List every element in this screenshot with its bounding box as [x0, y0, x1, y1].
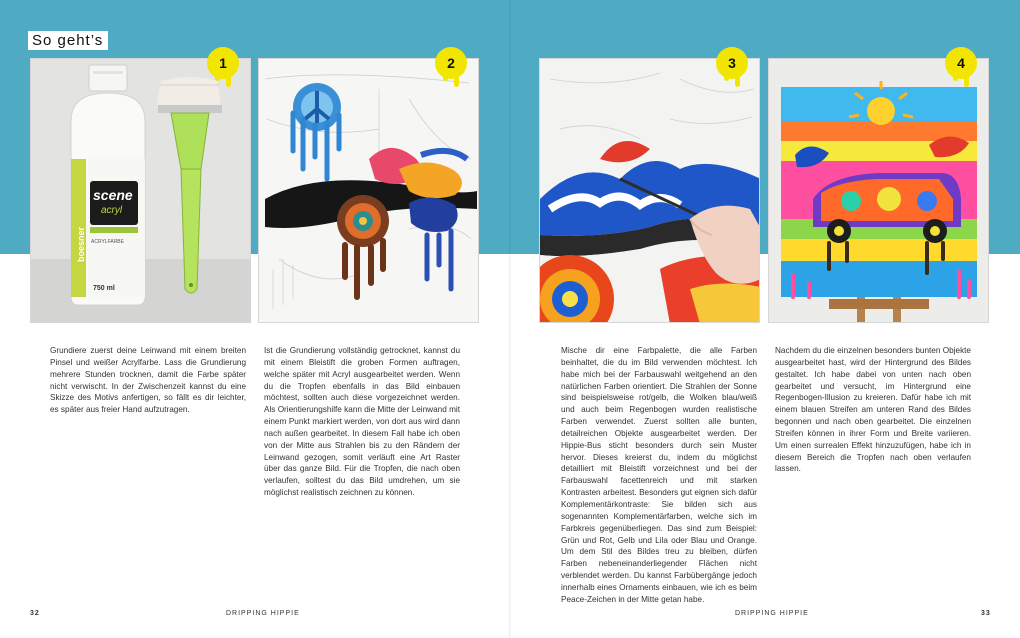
step-4-text: Nachdem du die einzelnen besonders bunten Objekte ausgearbeitet hast, wird der Hintergrund des Bildes gestaltet. Ich habe dabei von unten nach oben gearbeitet und versucht, im Hintergrund eine Regenbogen-Illusion zu kreieren. Dafür habe ich mit einem blauen Streifen am unteren Rand des Bildes begonnen und nach oben gearbeitet. Die einzelnen Streifen können in ihrer Form und Breite variieren. Um einen surrealen Effekt hinzuzufügen, habe ich in diesem Bereich die Tropfen nach oben verlaufen lassen.: [775, 346, 971, 474]
running-head-left: DRIPPING HIPPIE: [226, 610, 300, 617]
drip-decoration: [215, 71, 220, 81]
step-number: 4: [957, 55, 965, 71]
step-badge-3: [716, 47, 748, 79]
page-number-left: 32: [30, 610, 40, 617]
drip-decoration: [724, 71, 729, 81]
step-3-text: Mische dir eine Farbpalette, die alle Farben beinhaltet, die du im Bild verwenden möchtest. Ich habe mich bei der Farbauswahl weitgehend an den natürlichen Farben orientiert. Die Strahlen der Sonne sind beispielsweise rot/gelb, die Wolken blau/weiß und auch beim Regenbogen wurden realistische Farben verwendet. Zuerst sollten alle bunten, detailreichen Objekte ausgearbeitet werden. Der Hippie-Bus sticht besonders durch sein Muster hervor. Dieses kreierst du, indem du möglichst detailliert mit Bleistift vorzeichnest und bei der Farbauswahl facettenreich und mit starken Kontrasten arbeitest. Besonders gut eignen sich dafür Komplementärkontraste: Sie bilden sich aus sogenannten Komplementärfarben, welche sich im Farbkreis gegenüberliegen. Das sind zum Beispiel: Grün und Rot, Gelb und Lila oder Blau und Orange. Um dem Stil des Bildes treu zu bleiben, dürfen Farben nebeneinanderliegender Flächen nicht verblendet werden. Du kannst Farbübergänge jedoch innerhalb eines Ornaments einbauen, wie ich es beim Peace-Zeichen in der Mitte getan habe.: [561, 346, 757, 604]
step-badge-1: [207, 47, 239, 79]
bottle-subbrand: acryl: [101, 205, 123, 216]
bottle-brand: scene: [93, 187, 133, 203]
step-1-text: Grundiere zuerst deine Leinwand mit einem breiten Pinsel und weißer Acrylfarbe. Lass die Grundierung mehrere Stunden trocknen, damit die Farbe später nicht verwischt. In der Zwischenzeit kannst du eine Skizze des Motivs anfertigen, so fällt es dir leichter, es später aus freier Hand aufzutragen.: [50, 346, 246, 415]
finished-painting-illustration: [769, 59, 989, 323]
drip-decoration: [735, 73, 740, 87]
photo-step-2: [258, 58, 479, 323]
drip-decoration: [226, 73, 231, 87]
brush-illustration: [31, 59, 251, 323]
drip-decoration: [443, 71, 448, 81]
bottle-label: ACRYLFARBE: [91, 239, 124, 245]
bottle-volume: 750 ml: [93, 285, 115, 292]
step-number: 2: [447, 55, 455, 71]
section-title: So geht’s: [28, 31, 108, 50]
drip-decoration: [953, 71, 958, 81]
photo-step-4: [768, 58, 989, 323]
running-head-right: DRIPPING HIPPIE: [735, 610, 809, 617]
step-number: 1: [219, 55, 227, 71]
photo-step-3: [539, 58, 760, 323]
drip-decoration: [454, 73, 459, 87]
page-number-right: 33: [981, 610, 991, 617]
step-number: 3: [728, 55, 736, 71]
drip-decoration: [964, 73, 969, 87]
step-badge-2: [435, 47, 467, 79]
page-gutter: [509, 0, 511, 638]
bottle-side-brand: boesner: [76, 226, 86, 262]
step-2-text: Ist die Grundierung vollständig getrocknet, kannst du mit einem Bleistift die groben Formen auftragen, welche später mit Acryl ausgearbeitet werden. Wenn du die Tropfen ebenfalls in das Bild einbauen möchtest, sollten auch diese vorgezeichnet werden. Als Orientierungshilfe kann die Mitte der Leinwand mit einem Punkt markiert werden, von dort aus wird dann nach außen gearbeitet. In diesem Fall habe ich oben von der Mitte aus Strahlen bis zu den Rändern der Leinwand gezogen, somit verläuft eine Art Raster über das ganze Bild. Für die Tropfen, die nach oben verlaufen, solltest du das Bild umdrehen, um sie möglichst realistisch zeichnen zu können.: [264, 346, 460, 498]
painting-in-progress-illustration: [540, 59, 760, 323]
step-badge-4: [945, 47, 977, 79]
sketch-with-drips-illustration: [259, 59, 479, 323]
photo-step-1: [30, 58, 251, 323]
